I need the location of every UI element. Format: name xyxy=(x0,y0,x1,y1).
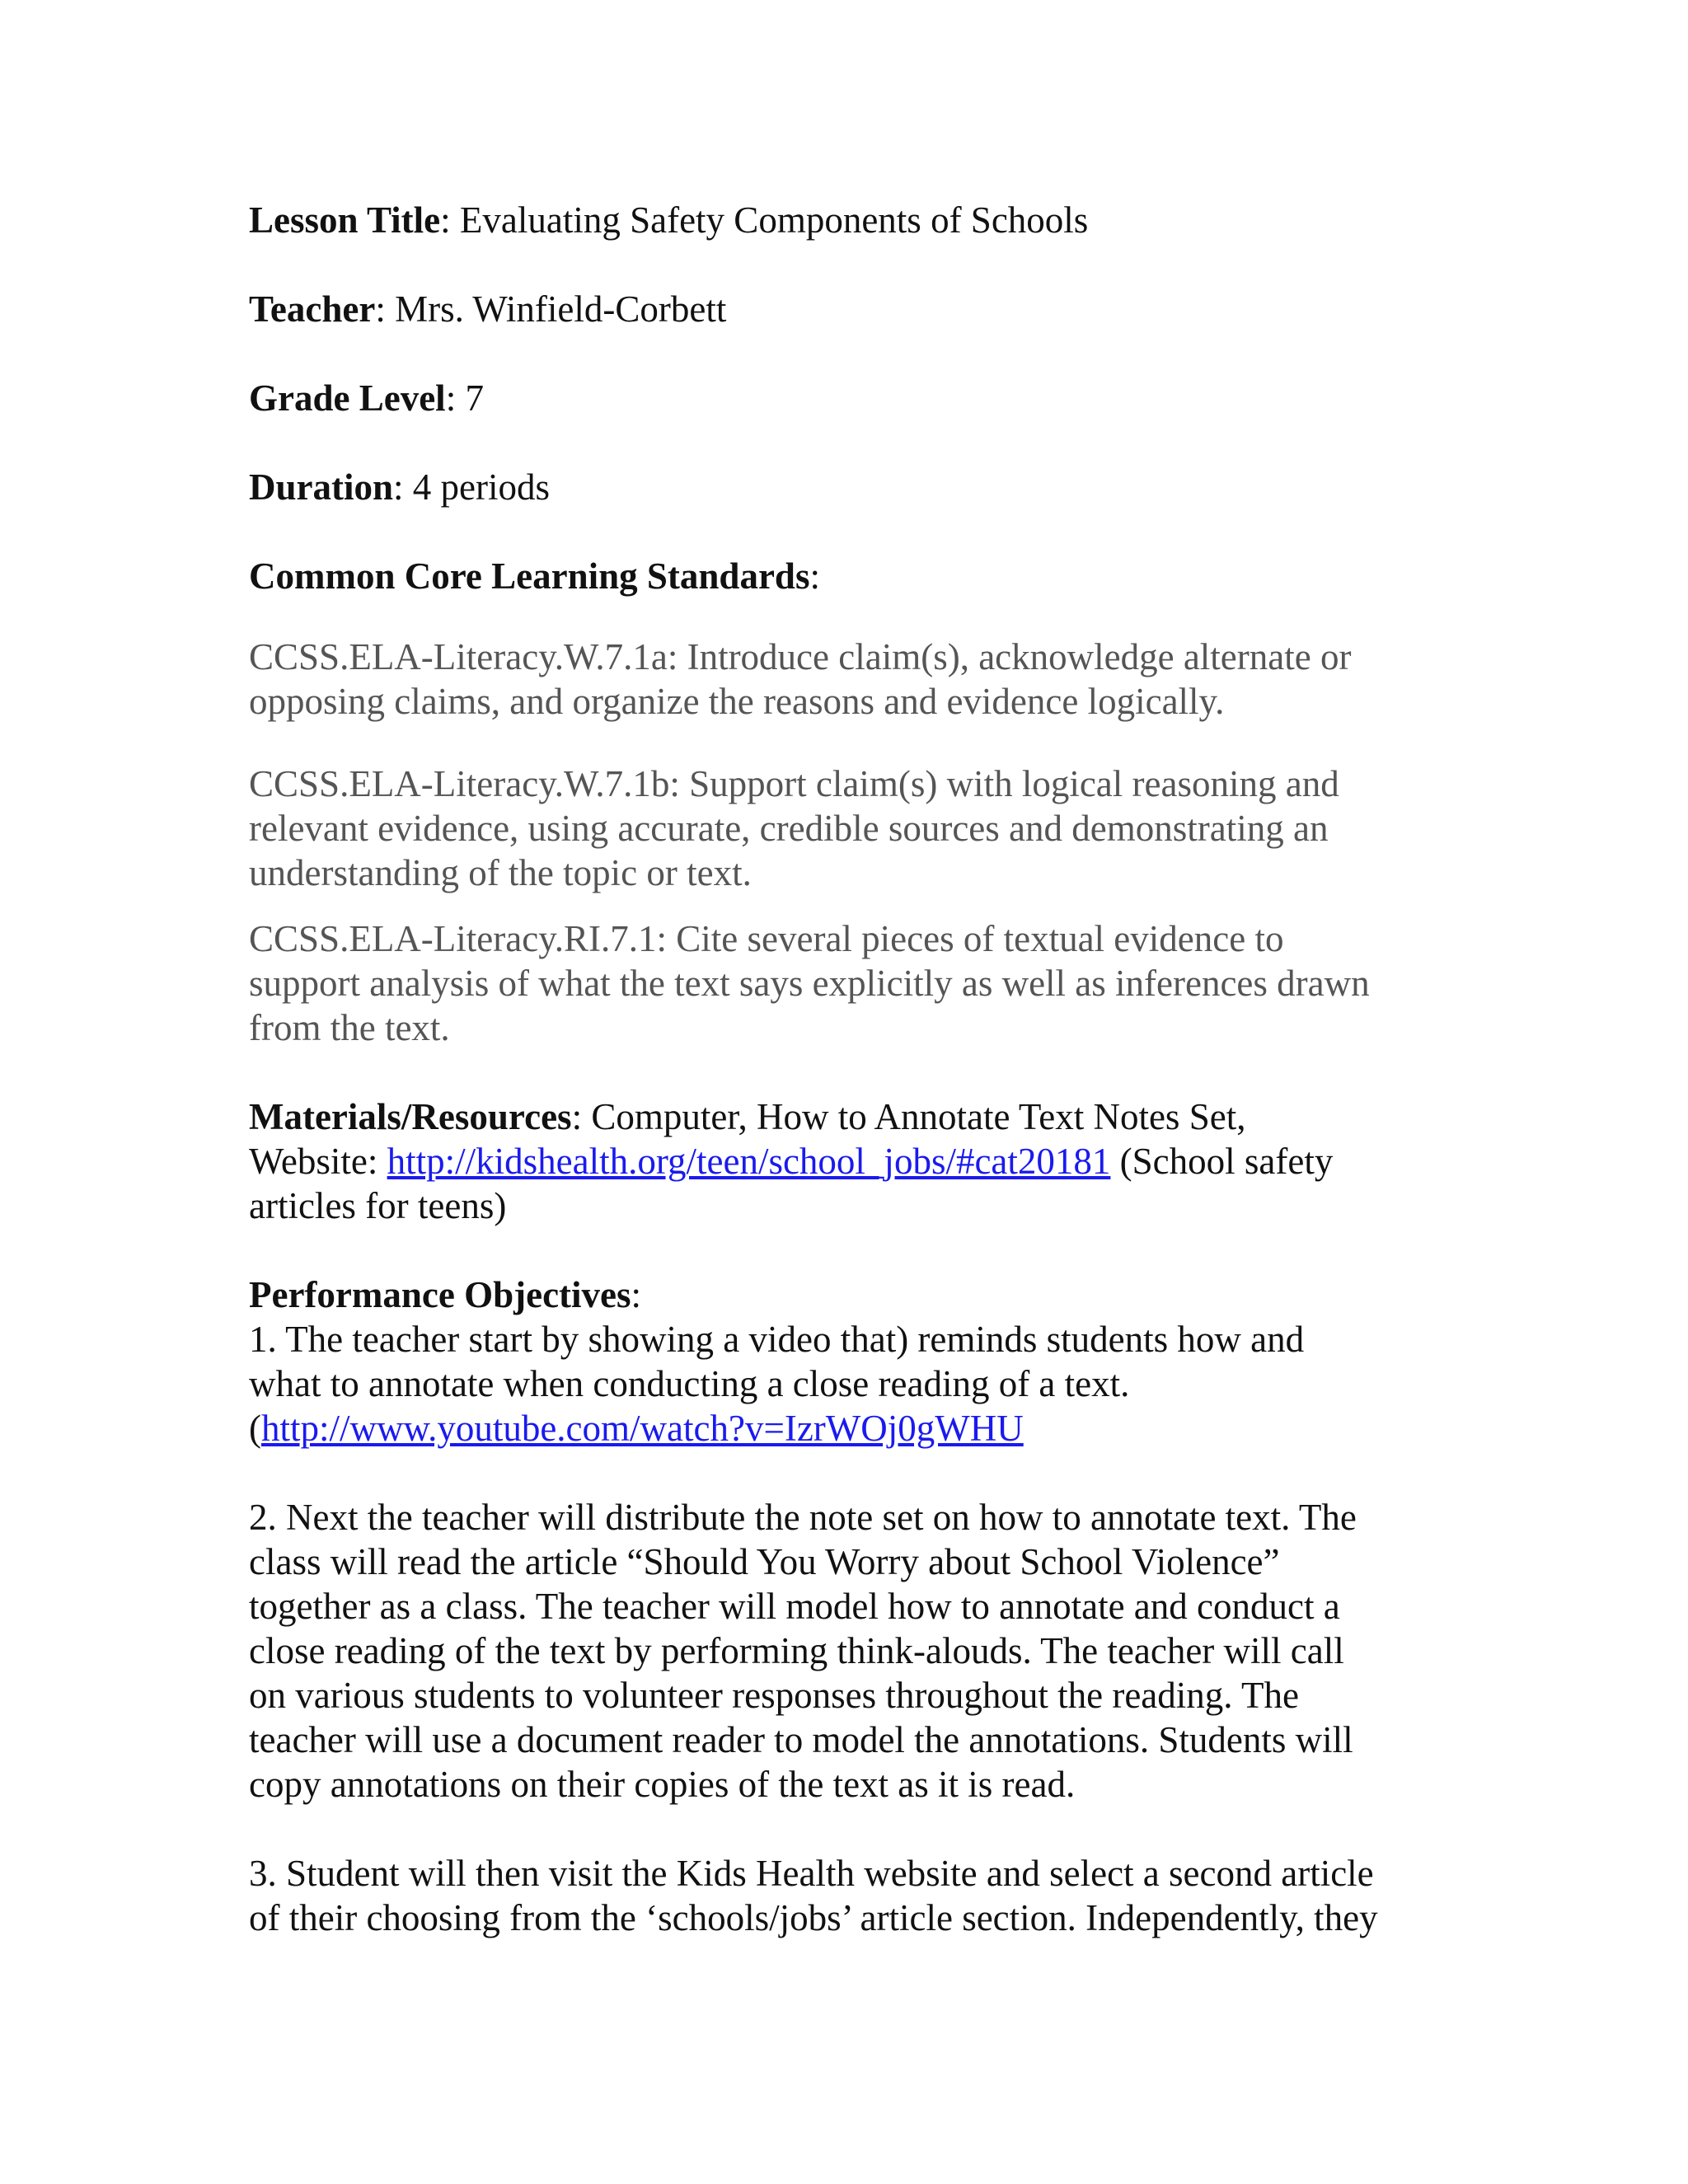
lesson-title-label: Lesson Title xyxy=(249,199,441,241)
objective-line: on various students to volunteer responses throughout the reading. The xyxy=(249,1675,1299,1716)
duration-value: : 4 periods xyxy=(393,466,550,508)
materials-line xyxy=(249,1094,1452,1139)
objective-video-line xyxy=(249,1406,1452,1451)
objective-line: what to annotate when conducting a close reading of a text. xyxy=(249,1363,1130,1404)
lesson-plan-content xyxy=(249,198,1452,1940)
materials-label: Materials/Resources xyxy=(249,1096,572,1137)
objectives-label: Performance Objectives xyxy=(249,1274,631,1315)
objective-item-3 xyxy=(249,1851,1452,1940)
lesson-title-field xyxy=(249,198,1452,242)
lesson-title-value: : Evaluating Safety Components of Schools xyxy=(440,199,1089,241)
teacher-value: : Mrs. Winfield-Corbett xyxy=(375,288,727,330)
objectives-section xyxy=(249,1272,1452,1451)
materials-website-line xyxy=(249,1139,1452,1183)
objective-line: teacher will use a document reader to model the annotations. Students will xyxy=(249,1719,1353,1760)
objective-line: 2. Next the teacher will distribute the note set on how to annotate text. The xyxy=(249,1497,1357,1538)
website-suffix: (School safety xyxy=(1110,1141,1334,1182)
objective-line: 3. Student will then visit the Kids Health website and select a second article xyxy=(249,1853,1374,1894)
materials-section xyxy=(249,1094,1452,1228)
standard-line: support analysis of what the text says explicitly as well as inferences drawn xyxy=(249,963,1370,1004)
teacher-label: Teacher xyxy=(249,288,376,330)
standards-suffix: : xyxy=(809,555,820,597)
open-paren: ( xyxy=(249,1408,261,1449)
standard-line: opposing claims, and organize the reasons and evidence logically. xyxy=(249,681,1225,722)
objective-line: copy annotations on their copies of the text as it is read. xyxy=(249,1764,1076,1805)
standard-line: from the text. xyxy=(249,1007,450,1048)
duration-field xyxy=(249,465,1452,509)
standard-item xyxy=(249,762,1452,895)
kidshealth-link[interactable]: http://kidshealth.org/teen/school_jobs/#cat20181 xyxy=(387,1141,1111,1182)
standards-heading xyxy=(249,554,1452,598)
objectives-suffix: : xyxy=(631,1274,642,1315)
grade-level-field xyxy=(249,376,1452,420)
objective-line: of their choosing from the ‘schools/jobs’ article section. Independently, they xyxy=(249,1897,1378,1938)
objective-item-2 xyxy=(249,1495,1452,1807)
youtube-link[interactable]: http://www.youtube.com/watch?v=IzrWOj0gWHU xyxy=(261,1408,1024,1449)
objective-line: together as a class. The teacher will model how to annotate and conduct a xyxy=(249,1586,1340,1627)
objectives-heading xyxy=(249,1272,1452,1317)
materials-value: : Computer, How to Annotate Text Notes Set, xyxy=(571,1096,1246,1137)
grade-level-label: Grade Level xyxy=(249,377,446,419)
materials-line: articles for teens) xyxy=(249,1185,507,1226)
standard-line: understanding of the topic or text. xyxy=(249,852,752,893)
objective-line: 1. The teacher start by showing a video that) reminds students how and xyxy=(249,1319,1305,1360)
website-prefix: Website: xyxy=(249,1141,387,1182)
standard-item xyxy=(249,916,1452,1050)
standard-line: relevant evidence, using accurate, credible sources and demonstrating an xyxy=(249,808,1329,849)
standard-line: CCSS.ELA-Literacy.W.7.1b: Support claim(s) with logical reasoning and xyxy=(249,763,1339,804)
grade-level-value: : 7 xyxy=(445,377,484,419)
standard-line: CCSS.ELA-Literacy.W.7.1a: Introduce claim(s), acknowledge alternate or xyxy=(249,636,1352,677)
objective-line: class will read the article “Should You Worry about School Violence” xyxy=(249,1541,1280,1582)
standard-line: CCSS.ELA-Literacy.RI.7.1: Cite several pieces of textual evidence to xyxy=(249,918,1284,959)
duration-label: Duration xyxy=(249,466,394,508)
objective-line: close reading of the text by performing think-alouds. The teacher will call xyxy=(249,1630,1344,1671)
standards-label: Common Core Learning Standards xyxy=(249,555,810,597)
standard-item xyxy=(249,635,1452,724)
teacher-field xyxy=(249,287,1452,331)
